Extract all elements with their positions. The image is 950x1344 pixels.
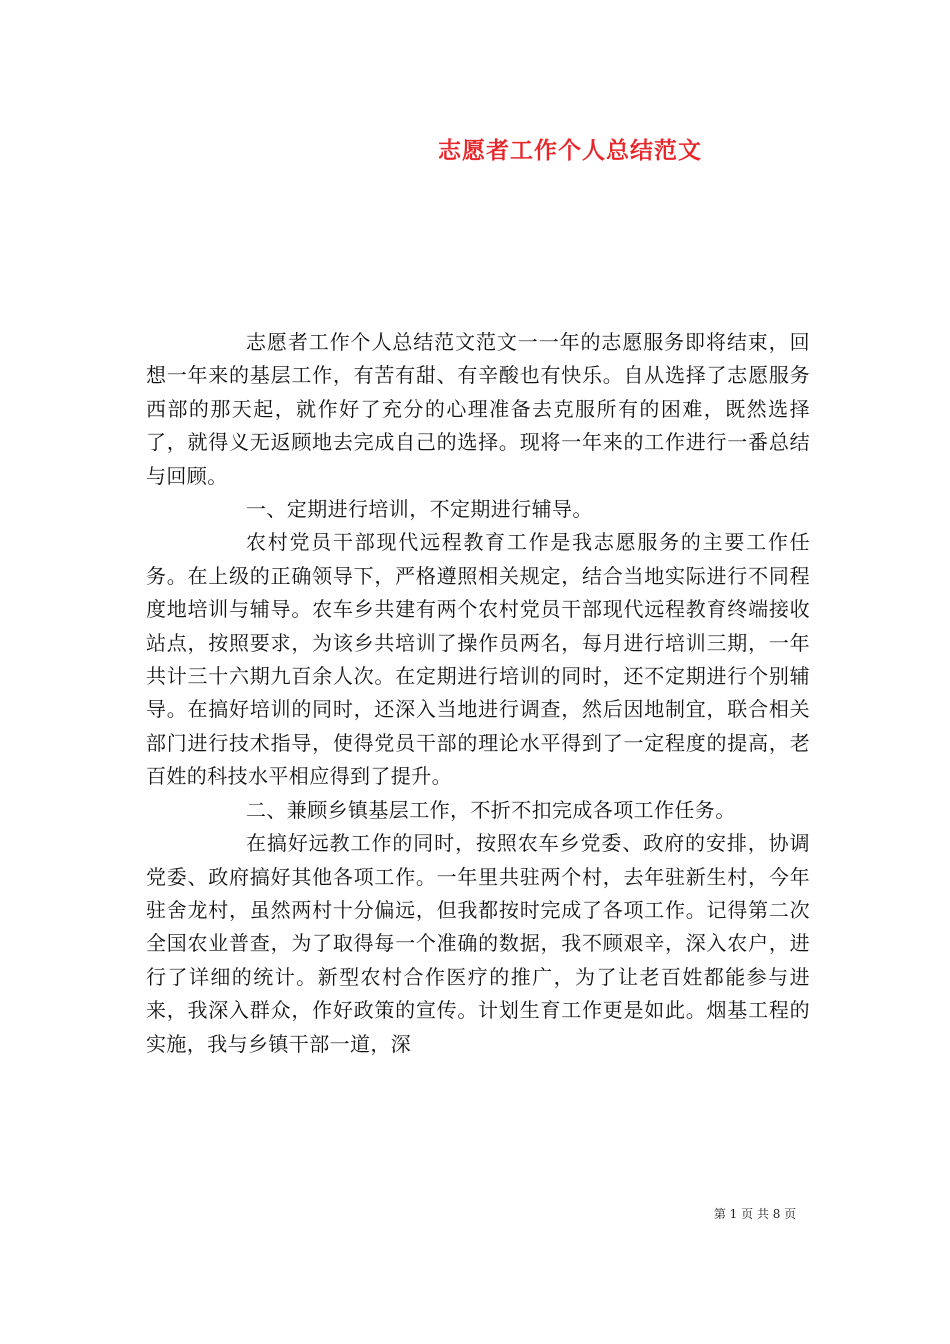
paragraph-section-2: 在搞好远教工作的同时，按照农车乡党委、政府的安排，协调党委、政府搞好其他各项工作。一年里共驻两个村，去年驻新生村，今年驻舍龙村，虽然两村十分偏远，但我都按时完成了各项工作。记得第二次全国农业普查，为了取得每一个准确的数据，我不顾艰辛，深入农户，进行了详细的统计。新型农村合作医疗的推广，为了让老百姓都能参与进来，我深入群众，作好政策的宣传。计划生育工作更是如此。烟基工程的实施，我与乡镇干部一道，深	[146, 831, 810, 1056]
document-title: 志愿者工作个人总结范文	[438, 137, 702, 164]
paragraph-section-1: 农村党员干部现代远程教育工作是我志愿服务的主要工作任务。在上级的正确领导下，严格遵照相关规定，结合当地实际进行不同程度地培训与辅导。农车乡共建有两个农村党员干部现代远程教育终端接收站点，按照要求，为该乡共培训了操作员两名，每月进行培训三期，一年共计三十六期九百余人次。在定期进行培训的同时，还不定期进行个别辅导。在搞好培训的同时，还深入当地进行调查，然后因地制宜，联合相关部门进行技术指导，使得党员干部的理论水平得到了一定程度的提高，老百姓的科技水平相应得到了提升。	[146, 530, 810, 789]
section-heading-1: 一、定期进行培训，不定期进行辅导。	[246, 497, 593, 522]
page-footer: 第 1 页 共 8 页	[713, 1207, 797, 1221]
document-body	[146, 326, 810, 1061]
paragraph-intro: 志愿者工作个人总结范文范文一一年的志愿服务即将结束，回想一年来的基层工作，有苦有甜、有辛酸也有快乐。自从选择了志愿服务西部的那天起，就作好了充分的心理准备去克服所有的困难，既然选择了，就得义无返顾地去完成自己的选择。现将一年来的工作进行一番总结与回顾。	[146, 330, 810, 488]
section-heading-2: 二、兼顾乡镇基层工作，不折不扣完成各项工作任务。	[246, 797, 736, 822]
